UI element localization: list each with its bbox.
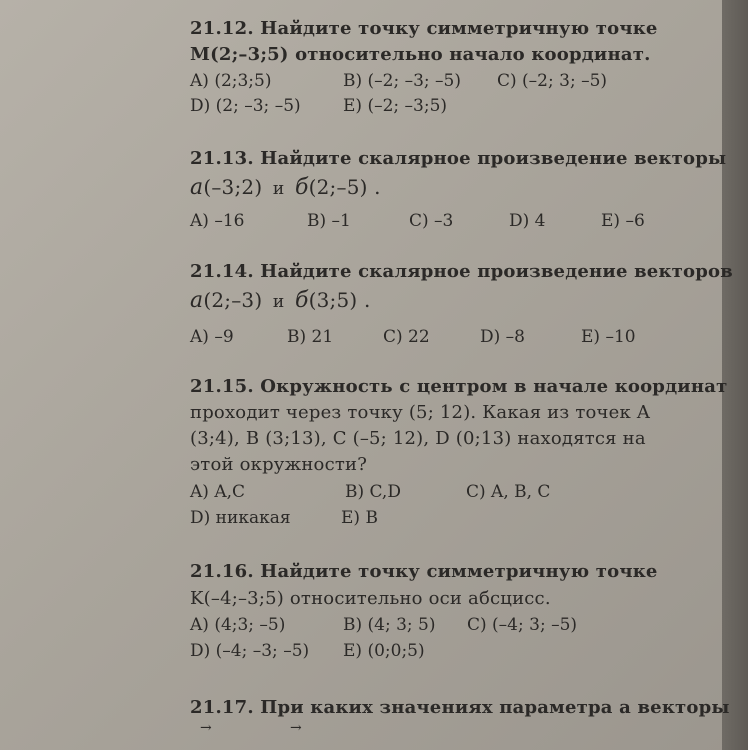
vector-arrow-icon: → — [290, 720, 302, 736]
problem-21-13-option-c: C) –3 — [409, 211, 454, 231]
vector-a-coords: (2;–3) — [203, 288, 263, 312]
problem-21-16-line-1: 21.16. Найдите точку симметричную точке — [190, 561, 658, 582]
problem-21-14-vectors — [190, 289, 371, 313]
vector-b-symbol: б — [294, 288, 309, 313]
vector-b-coords: (2;–5) . — [308, 175, 381, 199]
vector-b-coords: (3;5) . — [308, 288, 371, 312]
vector-b-symbol: б — [294, 175, 309, 200]
problem-21-12-option-e: E) (–2; –3;5) — [343, 96, 448, 116]
problem-21-14-option-b: B) 21 — [287, 327, 334, 347]
problem-21-16-option-e: E) (0;0;5) — [343, 641, 425, 661]
problem-21-13-option-d: D) 4 — [509, 211, 546, 231]
next-page-edge — [722, 0, 748, 750]
problem-21-16-line-2: K(–4;–3;5) относительно оси абсцисс. — [190, 588, 551, 609]
problem-21-13-option-b: B) –1 — [307, 211, 351, 231]
vector-a-coords: (–3;2) — [203, 175, 263, 199]
problem-21-16-option-d: D) (–4; –3; –5) — [190, 641, 310, 661]
problem-21-14-option-e: E) –10 — [581, 327, 636, 347]
problem-21-17-line-1: 21.17. При каких значениях параметра a векторы — [190, 697, 730, 718]
problem-21-12-option-b: B) (–2; –3; –5) — [343, 71, 462, 91]
conjunction: и — [272, 292, 285, 312]
conjunction: и — [272, 179, 285, 199]
vector-a-symbol: a — [190, 288, 204, 313]
problem-21-12-line-1: 21.12. Найдите точку симметричную точке — [190, 18, 658, 39]
problem-21-15-option-e: E) B — [341, 508, 378, 528]
problem-21-15-line-2: проходит через точку (5; 12). Какая из точек A — [190, 402, 651, 423]
problem-21-14-line-1: 21.14. Найдите скалярное произведение векторов — [190, 261, 733, 282]
problem-21-12-option-c: C) (–2; 3; –5) — [497, 71, 608, 91]
problem-21-13-vectors — [190, 176, 381, 200]
problem-21-13-option-a: A) –16 — [190, 211, 245, 231]
problem-21-15-option-a: A) A,C — [190, 482, 246, 502]
problem-21-15-option-c: C) A, B, C — [466, 482, 551, 502]
problem-21-14-option-a: A) –9 — [190, 327, 234, 347]
problem-21-16-option-c: C) (–4; 3; –5) — [467, 615, 578, 635]
problem-21-13-option-e: E) –6 — [601, 211, 645, 231]
problem-21-13-line-1: 21.13. Найдите скалярное произведение векторы — [190, 148, 727, 169]
problem-21-14-option-c: C) 22 — [383, 327, 430, 347]
problem-21-14-option-d: D) –8 — [480, 327, 525, 347]
problem-21-15-option-d: D) никакая — [190, 508, 291, 528]
vector-a-symbol: a — [190, 175, 204, 200]
problem-21-15-option-b: B) C,D — [345, 482, 401, 502]
problem-21-16-option-b: B) (4; 3; 5) — [343, 615, 436, 635]
problem-21-15-line-1: 21.15. Окружность с центром в начале координат — [190, 376, 728, 397]
problem-21-15-line-3: (3;4), B (3;13), C (–5; 12), D (0;13) находятся на — [190, 428, 646, 449]
problem-21-15-line-4: этой окружности? — [190, 454, 368, 475]
problem-21-12-line-2: M(2;–3;5) относительно начало координат. — [190, 44, 651, 65]
problem-21-12-option-a: A) (2;3;5) — [190, 71, 272, 91]
problem-21-12-option-d: D) (2; –3; –5) — [190, 96, 301, 116]
problem-21-16-option-a: A) (4;3; –5) — [190, 615, 286, 635]
vector-arrow-icon: → — [200, 720, 212, 736]
